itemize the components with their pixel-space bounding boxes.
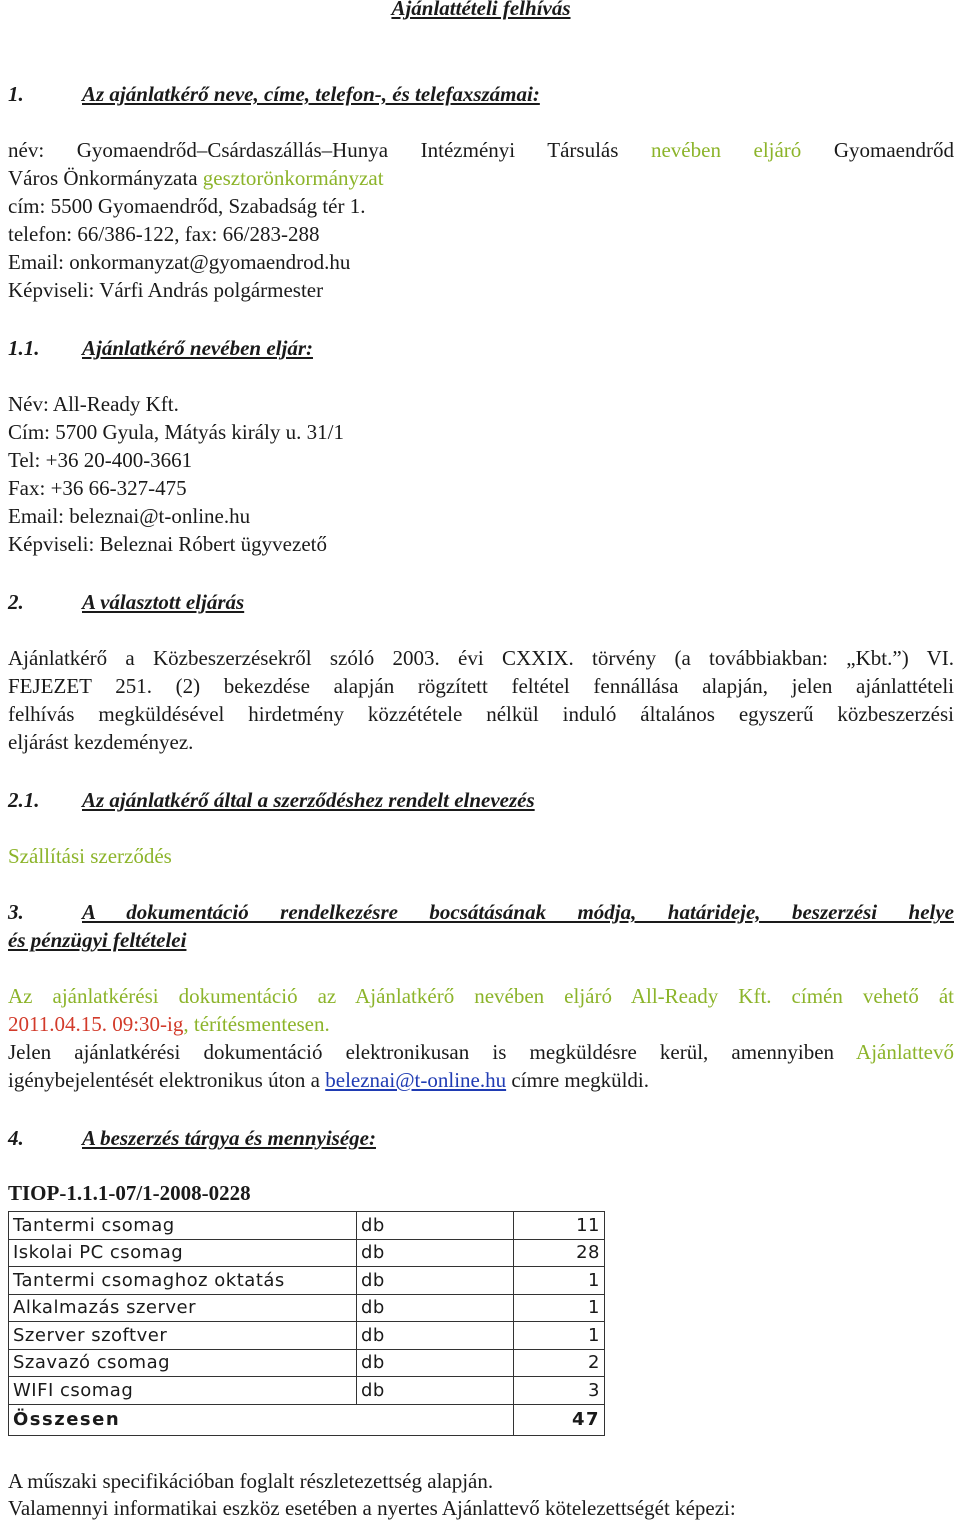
item-name-cell: Iskolai PC csomag: [9, 1239, 357, 1267]
section-number: 2.: [8, 590, 24, 614]
section-title: A választott eljárás: [82, 590, 245, 614]
item-qty-cell: 1: [514, 1294, 605, 1322]
table-row: [9, 1294, 605, 1322]
procedure-paragraph-line-2: FEJEZET 251. (2) bekezdése alapján rögzített feltétel fennállása alapján, jelen ajánlattételi: [8, 674, 954, 698]
contracting-representative: Képviseli: Várfi András polgármester: [8, 278, 324, 302]
section-3-heading-line-2: és pénzügyi feltételei: [8, 928, 187, 952]
item-qty-cell: 28: [514, 1239, 605, 1267]
section-number: 1.: [8, 82, 24, 106]
section-number: 1.1.: [8, 336, 40, 360]
item-name-cell: WIFI csomag: [9, 1377, 357, 1405]
document-title: Ajánlattételi felhívás: [391, 0, 571, 20]
section-number: 4.: [8, 1126, 24, 1150]
section-number: 2.1.: [8, 788, 40, 812]
documentation-paragraph-line-4: [8, 1066, 649, 1094]
table-total-row: [9, 1404, 605, 1435]
obligation-note: Valamennyi informatikai eszköz esetében a nyertes Ajánlattevő kötelezettségét képezi:: [8, 1496, 736, 1520]
contracting-name-city: Gyomaendrőd: [833, 138, 954, 162]
item-name-cell: Tantermi csomag: [9, 1212, 357, 1240]
item-unit-cell: db: [357, 1322, 514, 1350]
project-code: TIOP-1.1.1-07/1-2008-0228: [8, 1181, 251, 1205]
table-row: [9, 1349, 605, 1377]
item-qty-cell: 11: [514, 1212, 605, 1240]
item-unit-cell: db: [357, 1294, 514, 1322]
items-table: [8, 1211, 605, 1436]
agent-address: Cím: 5700 Gyula, Mátyás király u. 31/1: [8, 420, 344, 444]
item-name-cell: Alkalmazás szerver: [9, 1294, 357, 1322]
section-number: 3.: [8, 900, 24, 924]
agent-fax: Fax: +36 66-327-475: [8, 476, 187, 500]
documentation-paragraph-line-1: Az ajánlatkérési dokumentáció az Ajánlatkérő nevében eljáró All-Ready Kft. címén vehető át: [8, 984, 954, 1008]
item-name-cell: Tantermi csomaghoz oktatás: [9, 1267, 357, 1295]
section-title: A beszerzés tárgya és mennyisége:: [82, 1126, 376, 1150]
total-qty-cell: 47: [514, 1404, 605, 1435]
item-unit-cell: db: [357, 1212, 514, 1240]
item-unit-cell: db: [357, 1377, 514, 1405]
item-qty-cell: 1: [514, 1267, 605, 1295]
contracting-email: Email: onkormanyzat@gyomaendrod.hu: [8, 250, 351, 274]
contracting-role: gesztorönkormányzat: [202, 166, 384, 190]
agent-tel: Tel: +36 20-400-3661: [8, 448, 193, 472]
contracting-phone: telefon: 66/386-122, fax: 66/283-288: [8, 222, 320, 246]
item-name-cell: Szerver szoftver: [9, 1322, 357, 1350]
documentation-paragraph-line-2: [8, 1010, 330, 1038]
items-table-body: [9, 1212, 605, 1436]
procedure-paragraph-line-4: eljárást kezdeményez.: [8, 730, 194, 754]
agent-name: Név: All-Ready Kft.: [8, 392, 179, 416]
request-text-end: címre megküldi.: [511, 1068, 649, 1092]
item-unit-cell: db: [357, 1267, 514, 1295]
item-unit-cell: db: [357, 1239, 514, 1267]
contract-name-value: Szállítási szerződés: [8, 844, 172, 868]
bidder-term: Ajánlattevő: [856, 1040, 954, 1064]
documentation-paragraph-line-3: [8, 1038, 954, 1066]
table-row: [9, 1267, 605, 1295]
agent-email: Email: beleznai@t-online.hu: [8, 504, 251, 528]
contracting-name-line-2: [8, 164, 384, 192]
total-unit-cell: [357, 1404, 514, 1435]
deadline-terms: , térítésmentesen.: [183, 1012, 330, 1036]
contracting-name-line: [8, 136, 954, 164]
agent-representative: Képviseli: Beleznai Róbert ügyvezető: [8, 532, 327, 556]
section-4-heading: [8, 1124, 376, 1152]
item-unit-cell: db: [357, 1349, 514, 1377]
total-label-cell: Összesen: [9, 1404, 357, 1435]
contracting-municipality: Város Önkormányzata: [8, 166, 198, 190]
contracting-address: cím: 5500 Gyomaendrőd, Szabadság tér 1.: [8, 194, 366, 218]
table-row: [9, 1322, 605, 1350]
table-row: [9, 1212, 605, 1240]
table-row: [9, 1239, 605, 1267]
procedure-paragraph-line-1: Ajánlatkérő a Közbeszerzésekről szóló 2003. évi CXXIX. törvény (a továbbiakban: „Kbt.”) VI.: [8, 646, 954, 670]
section-title: Az ajánlatkérő neve, címe, telefon-, és telefaxszámai:: [82, 82, 540, 106]
section-3-heading: [8, 898, 954, 926]
table-row: [9, 1377, 605, 1405]
section-2-1-heading: [8, 786, 535, 814]
section-2-heading: [8, 588, 244, 616]
section-title: Az ajánlatkérő által a szerződéshez rendelt elnevezés: [82, 788, 535, 812]
section-title: Ajánlatkérő nevében eljár:: [82, 336, 313, 360]
item-qty-cell: 3: [514, 1377, 605, 1405]
electronic-delivery-text: Jelen ajánlatkérési dokumentáció elektronikusan is megküldésre kerül, amennyiben: [8, 1040, 835, 1064]
section-1-1-heading: [8, 334, 313, 362]
contracting-name-highlight: nevében eljáró: [650, 138, 802, 162]
item-qty-cell: 1: [514, 1322, 605, 1350]
request-text: igénybejelentését elektronikus úton a: [8, 1068, 320, 1092]
specification-note: A műszaki specifikációban foglalt részletezettség alapján.: [8, 1469, 494, 1493]
deadline-date: 2011.04.15. 09:30-ig: [8, 1012, 184, 1036]
section-1-heading: [8, 80, 540, 108]
contracting-name-text: név: Gyomaendrőd–Csárdaszállás–Hunya Intézményi Társulás: [8, 138, 619, 162]
section-title: A dokumentáció rendelkezésre bocsátásának módja, határideje, beszerzési helye: [82, 900, 954, 924]
item-qty-cell: 2: [514, 1349, 605, 1377]
procedure-paragraph-line-3: felhívás megküldésével hirdetmény közzététele nélkül induló általános egyszerű közbeszerzési: [8, 702, 954, 726]
email-link[interactable]: beleznai@t-online.hu: [325, 1068, 507, 1092]
item-name-cell: Szavazó csomag: [9, 1349, 357, 1377]
